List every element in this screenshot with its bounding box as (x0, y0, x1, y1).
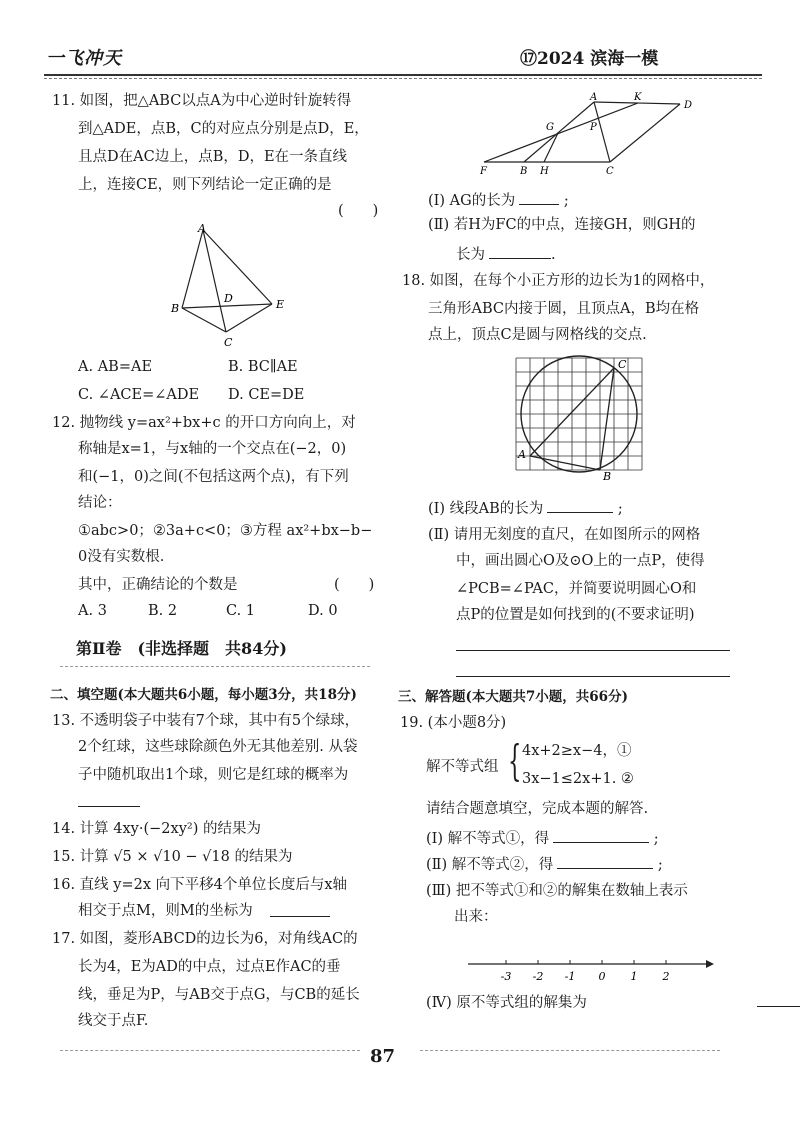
q19-step4 (426, 992, 800, 1012)
q17-label-f: F (480, 166, 487, 177)
q11-option-b: B. BC∥AE (228, 359, 298, 375)
q18-part2-line4: 点P的位置是如何找到的(不要求证明) (456, 607, 695, 623)
q19-intro: 请结合题意填空，完成本题的解答. (426, 801, 649, 817)
header-rule (44, 74, 762, 76)
q16-line1: 16. 直线 y=2x 向下平移4个单位长度后与x轴 (52, 877, 348, 893)
q19-step2: (Ⅱ) 解不等式②，得 ; (426, 854, 663, 874)
q12-line1: 12. 抛物线 y=ax²+bx+c 的开口方向向上，对 (52, 415, 356, 431)
series-title: ⑰2024 滨海一模 (520, 49, 659, 69)
q12-line2: 称轴是x=1，与x轴的一个交点在(−2，0) (78, 441, 347, 457)
q18-answer-line-2[interactable] (456, 676, 730, 677)
q17-line1: 17. 如图，菱形ABCD的边长为6，对角线AC的 (52, 931, 358, 947)
q11-label-c: C (224, 336, 233, 349)
q13-line2: 2个红球，这些球除颜色外无其他差别. 从袋 (78, 739, 358, 755)
q12-line6: 0没有实数根. (78, 549, 165, 565)
q11-figure (168, 222, 298, 352)
number-line-label: 2 (662, 970, 670, 983)
q19-ineq2: 3x−1≤2x+1. ② (522, 771, 634, 787)
q17-part2-blank[interactable] (489, 244, 551, 259)
q12-line4: 结论： (78, 495, 122, 511)
solve-section-title: 三、解答题(本大题共7小题，共66分) (398, 689, 628, 705)
q18-part1-text: (Ⅰ) 线段AB的长为 (428, 501, 544, 517)
q17-label-c: C (606, 166, 614, 177)
number-line-label: -2 (532, 970, 544, 983)
q12-option-c: C. 1 (226, 603, 256, 619)
q17-part1: (Ⅰ) AG的长为 ; (428, 190, 569, 210)
q19-title: 19. (本小题8分) (400, 715, 507, 731)
q17-label-h: H (540, 166, 549, 177)
number-line-label: 1 (630, 970, 638, 983)
q17-label-p: P (590, 122, 597, 133)
q18-line1: 18. 如图，在每个小正方形的边长为1的网格中， (402, 273, 715, 289)
fill-section-title: 二、填空题(本大题共6小题，每小题3分，共18分) (50, 687, 357, 703)
q11-label-d: D (224, 292, 233, 305)
q19-number-line[interactable] (466, 950, 716, 986)
q11-option-d: D. CE=DE (228, 387, 305, 403)
q11-label-a: A (198, 222, 206, 235)
q19-step4-text: (Ⅳ) 原不等式组的解集为 (426, 995, 587, 1011)
q19-step1-text: (Ⅰ) 解不等式①，得 (426, 831, 550, 847)
q15-text: 15. 计算 √5 × √10 − √18 的结果为 (52, 849, 293, 865)
q19-step2-text: (Ⅱ) 解不等式②，得 (426, 857, 554, 873)
q11-option-a: A. AB=AE (78, 359, 153, 375)
q17-label-a: A (590, 92, 598, 103)
part2-heading: 第Ⅱ卷 (非选择题 共84分) (76, 639, 287, 658)
q18-answer-line[interactable] (456, 650, 730, 651)
q19-system-label: 解不等式组 (426, 759, 499, 775)
q18-part2-line2: 中，画出圆心O及⊙O上的一点P，使得 (456, 553, 705, 569)
q19-step1: (Ⅰ) 解不等式①，得 ; (426, 828, 659, 848)
q16-blank[interactable] (270, 902, 330, 922)
q19-step3-line2: 出来： (454, 909, 498, 925)
q17-label-k: K (634, 92, 642, 103)
q18-part2-line3: ∠PCB=∠PAC，并简要说明圆心O和 (456, 581, 697, 597)
q17-part2-line1: (Ⅱ) 若H为FC的中点，连接GH，则GH的 (428, 217, 696, 233)
q11-label-e: E (276, 298, 285, 311)
q18-label-c: C (618, 358, 627, 371)
brand-logo: 一飞冲天 (46, 48, 122, 69)
q18-label-a: A (518, 448, 526, 461)
q17-line4: 线交于点F. (78, 1013, 149, 1029)
part2-rule (60, 666, 370, 667)
q12-option-d: D. 0 (308, 603, 338, 619)
q19-ineq1: 4x+2≥x−4，① (522, 743, 632, 759)
q17-label-g: G (546, 122, 554, 133)
q19-step1-blank[interactable] (553, 828, 649, 843)
q17-label-b: B (520, 166, 528, 177)
q11-answer-paren: ( ) (338, 203, 379, 219)
q12-option-a: A. 3 (78, 603, 107, 619)
q12-option-b: B. 2 (148, 603, 178, 619)
q19-step3-line1: (Ⅲ) 把不等式①和②的解集在数轴上表示 (426, 883, 688, 899)
q11-line1: 11. 如图，把△ABC以点A为中心逆时针旋转得 (52, 93, 352, 109)
q17-part2-text: 长为 (456, 247, 485, 263)
header-rule-dashed (44, 78, 762, 79)
q14-text: 14. 计算 4xy·(−2xy²) 的结果为 (52, 821, 261, 837)
q17-part2-line2: 长为 . (456, 244, 556, 264)
q11-label-b: B (171, 302, 180, 315)
q18-line3: 点上，顶点C是圆与网格线的交点. (428, 327, 647, 343)
q12-line5: ①abc>0；②3a+c<0；③方程 ax²+bx−b− (78, 523, 373, 539)
number-line-label: -1 (564, 970, 576, 983)
q17-figure (478, 90, 700, 180)
q19-step2-blank[interactable] (557, 854, 653, 869)
footer-rule-right (420, 1050, 720, 1051)
q17-line3: 线，垂足为P，与AB交于点G，与CB的延长 (78, 987, 360, 1003)
q11-line4: 上，连接CE，则下列结论一定正确的是 (78, 177, 332, 193)
number-line-label: -3 (500, 970, 512, 983)
q17-line2: 长为4，E为AD的中点，过点E作AC的垂 (78, 959, 341, 975)
q18-part1: (Ⅰ) 线段AB的长为 ; (428, 498, 623, 518)
q17-label-d: D (684, 100, 693, 111)
q11-option-c: C. ∠ACE=∠ADE (78, 387, 200, 403)
q18-part1-blank[interactable] (547, 498, 613, 513)
q13-blank[interactable] (78, 792, 140, 812)
q12-answer-paren: ( ) (334, 577, 375, 593)
q19-brace: { (508, 736, 522, 785)
q11-line2: 到△ADE，点B，C的对应点分别是点D，E， (78, 121, 369, 137)
q17-part1-text: (Ⅰ) AG的长为 (428, 193, 516, 209)
q12-line7: 其中，正确结论的个数是 (78, 577, 238, 593)
q18-line2: 三角形ABC内接于圆，且顶点A，B均在格 (428, 301, 700, 317)
footer-rule-left (60, 1050, 360, 1051)
number-line-label: 0 (598, 970, 606, 983)
q16-line2: 相交于点M，则M的坐标为 (78, 903, 253, 919)
q18-grid-figure (512, 354, 646, 482)
q12-line3: 和(−1，0)之间(不包括这两个点)，有下列 (78, 469, 349, 485)
q13-line3: 子中随机取出1个球，则它是红球的概率为 (78, 767, 349, 783)
q11-line3: 且点D在AC边上，点B，D，E在一条直线 (78, 149, 348, 165)
q18-part2-line1: (Ⅱ) 请用无刻度的直尺，在如图所示的网格 (428, 527, 701, 543)
q13-line1: 13. 不透明袋子中装有7个球，其中有5个绿球， (52, 713, 360, 729)
page-number: 87 (370, 1046, 396, 1067)
q18-label-b: B (603, 470, 612, 482)
q19-step4-blank[interactable] (757, 992, 800, 1007)
q17-part1-blank[interactable] (519, 190, 559, 205)
